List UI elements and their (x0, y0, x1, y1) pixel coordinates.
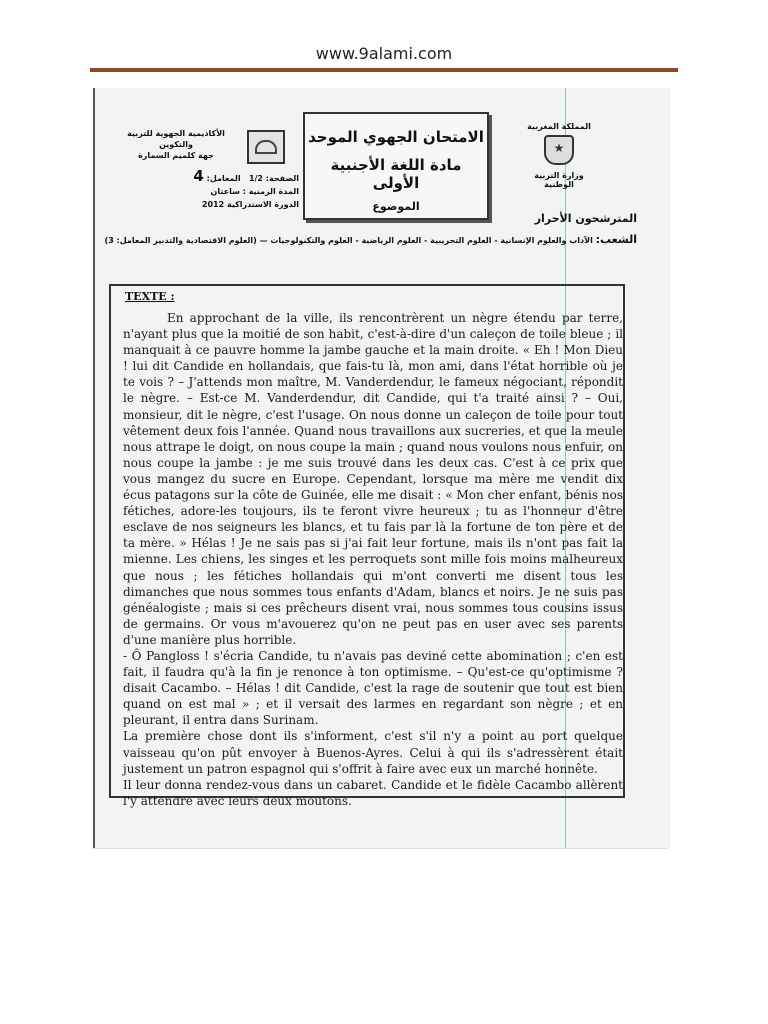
page-label: الصفحة: 1/2 (248, 174, 299, 183)
exam-session: الدورة الاستدراكية 2012 (201, 200, 299, 209)
kingdom-label: المملكة المغربية (527, 122, 591, 131)
branches-line (105, 233, 637, 246)
academy-name: الأكاديمية الجهوية للتربية والتكوين (127, 129, 225, 149)
coat-of-arms-icon (544, 135, 574, 165)
passage-paragraph: - Ô Pangloss ! s'écria Candide, tu n'avais pas deviné cette abomination ; c'en est fait, il faudra qu'à la fin je renonce à ton optimisme. – Qu'est-ce qu'optimisme ? disait Cacambo. – Hélas ! dit Candide, c'est la rage de soutenir que tout est bien quand on est mal » ; et il versait des larmes en regardant son nègre ; et en pleurant, il entra dans Surinam. (123, 648, 623, 728)
academy-logo-icon (247, 130, 285, 164)
passage (123, 310, 623, 809)
scanned-exam-page (93, 88, 670, 848)
exam-title-box (303, 112, 489, 220)
branches-list: الآداب والعلوم الإنسانية - العلوم التجريبية - العلوم الرياضية - العلوم والتكنولوجيات — (العلوم الاقتصادية والتدبير المعامل: 3) (104, 236, 593, 245)
text-frame (109, 284, 625, 808)
exam-meta (181, 167, 299, 211)
coefficient-label: المعامل: (206, 174, 241, 183)
scan-bottom-edge (93, 848, 668, 849)
passage-paragraph: En approchant de la ville, ils rencontrèrent un nègre étendu par terre, n'ayant plus que la moitié de son habit, c'est-à-dire d'un caleçon de toile bleue ; il manquait à ce pauvre homme la jambe gauche et la main droite. « Eh ! Mon Dieu ! lui dit Candide en hollandais, que fais-tu là, mon ami, dans l'état horrible où je te vois ? – J'attends mon maître, M. Vanderdendur, le fameux négociant, répondit le nègre. – Est-ce M. Vanderdendur, dit Candide, qui t'a traité ainsi ? – Oui, monsieur, dit le nègre, c'est l'usage. On nous donne un caleçon de toile pour tout vêtement deux fois l'année. Quand nous travaillons aux sucreries, et que la meule nous attrape le doigt, on nous coupe la main ; quand nous voulons nous enfuir, on nous coupe la jambe : je me suis trouvé dans les deux cas. C'est à ce prix que vous mangez du sucre en Europe. Cependant, lorsque ma mère me vendit dix écus patagons sur la côte de Guinée, elle me disait : « Mon cher enfant, bénis nos fétiches, adore-les toujours, ils te feront vivre heureux ; tu as l'honneur d'être esclave de nos seigneurs les blancs, et tu fais par là la fortune de ton père et de ta mère. » Hélas ! Je ne sais pas si j'ai fait leur fortune, mais ils n'ont pas fait la mienne. Les chiens, les singes et les perroquets sont mille fois moins malheureux que nous ; les fétiches hollandais qui m'ont converti me disent tous les dimanches que nous sommes tous enfants d'Adam, blancs et noirs. Je ne suis pas généalogiste ; mais si ces prêcheurs disent vrai, nous sommes tous cousins issus de germains. Or vous m'avouerez qu'on ne peut pas en user avec ses parents d'une manière plus horrible. (123, 311, 623, 647)
passage-paragraph: La première chose dont ils s'informent, c'est s'il n'y a point au port quelque vaisseau qu'on pût envoyer à Buenos-Ayres. Celui à qui ils s'adressèrent était justement un patron espagnol qui s'offrit à faire avec eux un marché honnête. (123, 729, 623, 776)
site-url[interactable]: www.9alami.com (315, 44, 453, 63)
candidates-label: المترشحون الأحرار (534, 212, 637, 225)
ministry-block (519, 122, 599, 189)
ministry-label: وزارة التربية الوطنية (534, 171, 584, 189)
exam-title: الامتحان الجهوي الموحد (308, 128, 484, 146)
academy-block (109, 128, 243, 161)
exam-duration: المدة الزمنية : ساعتان (210, 187, 299, 196)
exam-subject-heading: الموضوع (372, 200, 420, 213)
exam-subject: مادة اللغة الأجنبية الأولى (330, 156, 462, 192)
header-divider (90, 68, 678, 72)
page-and-coefficient (181, 167, 299, 185)
branches-label: الشعب: (595, 233, 637, 246)
text-heading: TEXTE : (125, 290, 175, 303)
coefficient-value: 4 (193, 167, 204, 185)
passage-paragraph: Il leur donna rendez-vous dans un cabaret. Candide et le fidèle Cacambo allèrent l'y attendre avec leurs deux moutons. (123, 777, 623, 808)
academy-region: جهة كلميم السمارة (138, 151, 214, 160)
